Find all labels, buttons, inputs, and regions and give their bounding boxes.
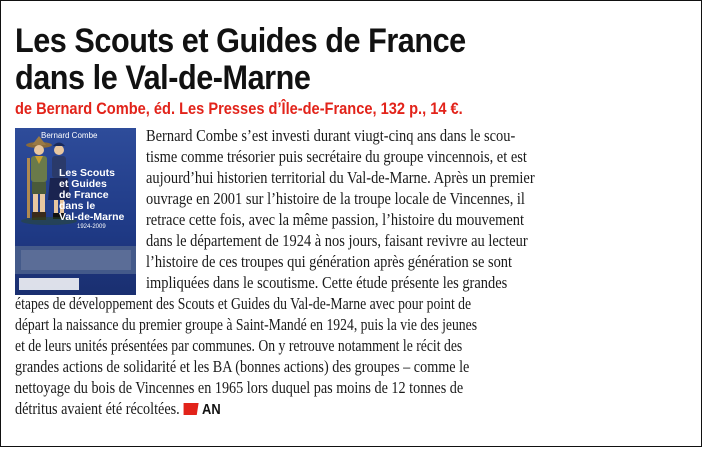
cover-title-line-4: dans le [59,200,96,212]
article-title [15,23,466,97]
cover-title-line-3: de France [59,189,109,201]
cover-years: 1924-2009 [77,224,106,230]
body-line-7: l’histoire de ces troupes qui génération après génération se sont [146,252,513,271]
cover-title-line-1: Les Scouts [59,167,116,179]
cover-title [59,168,135,223]
body-line-3: aujourd’hui historien territorial du Val-de-Marne. Après un premier [146,168,535,187]
title-line-2: dans le Val-de-Marne [15,59,311,97]
cover-publisher-strip [19,278,79,290]
body-line-14 [15,399,221,420]
book-byline: de Bernard Combe, éd. Les Presses d’Île-de-France, 132 p., 14 €. [15,99,463,118]
body-line-2: tisme comme trésorier puis secrétaire du groupe vincennois, et est [146,147,527,166]
cover-title-line-5: Val-de-Marne [59,211,125,223]
body-line-1: Bernard Combe s’est investi durant viugt-cinq ans dans le scou- [146,126,516,145]
body-line-8: impliquées dans le scoutisme. Cette étude présente les grandes [146,273,508,292]
body-line-4: ouvrage en 2001 sur l’histoire de la troupe locale de Vincennes, il [146,189,525,208]
cover-title-line-2: et Guides [59,178,107,190]
end-mark-icon [183,403,198,415]
body-line-6: dans le département de 1924 à nos jours, faisant revivre au lecteur [146,231,528,250]
body-line-5: retrace cette fois, avec la même passion, l’histoire du mouvement [146,210,525,229]
book-cover-image [15,128,136,295]
body-line-12: grandes actions de solidarité et les BA (bonnes actions) des groupes – comme le [15,357,470,376]
body-line-11: et de leurs unités présentées par communes. On y retrouve notamment le récit des [15,336,463,355]
author-signature: AN [202,401,221,418]
cover-author: Bernard Combe [41,131,98,140]
body-line-10: départ la naissance du premier groupe à Saint-Mandé en 1924, puis la vie des jeunes [15,315,478,334]
body-line-9: étapes de développement des Scouts et Guides du Val-de-Marne avec pour point de [15,294,472,313]
body-line-14-text: détritus avaient été récoltées. [15,399,180,418]
title-line-1: Les Scouts et Guides de France [15,22,466,60]
body-line-13: nettoyage du bois de Vincennes en 1965 lors duquel pas moins de 12 tonnes de [15,378,464,397]
